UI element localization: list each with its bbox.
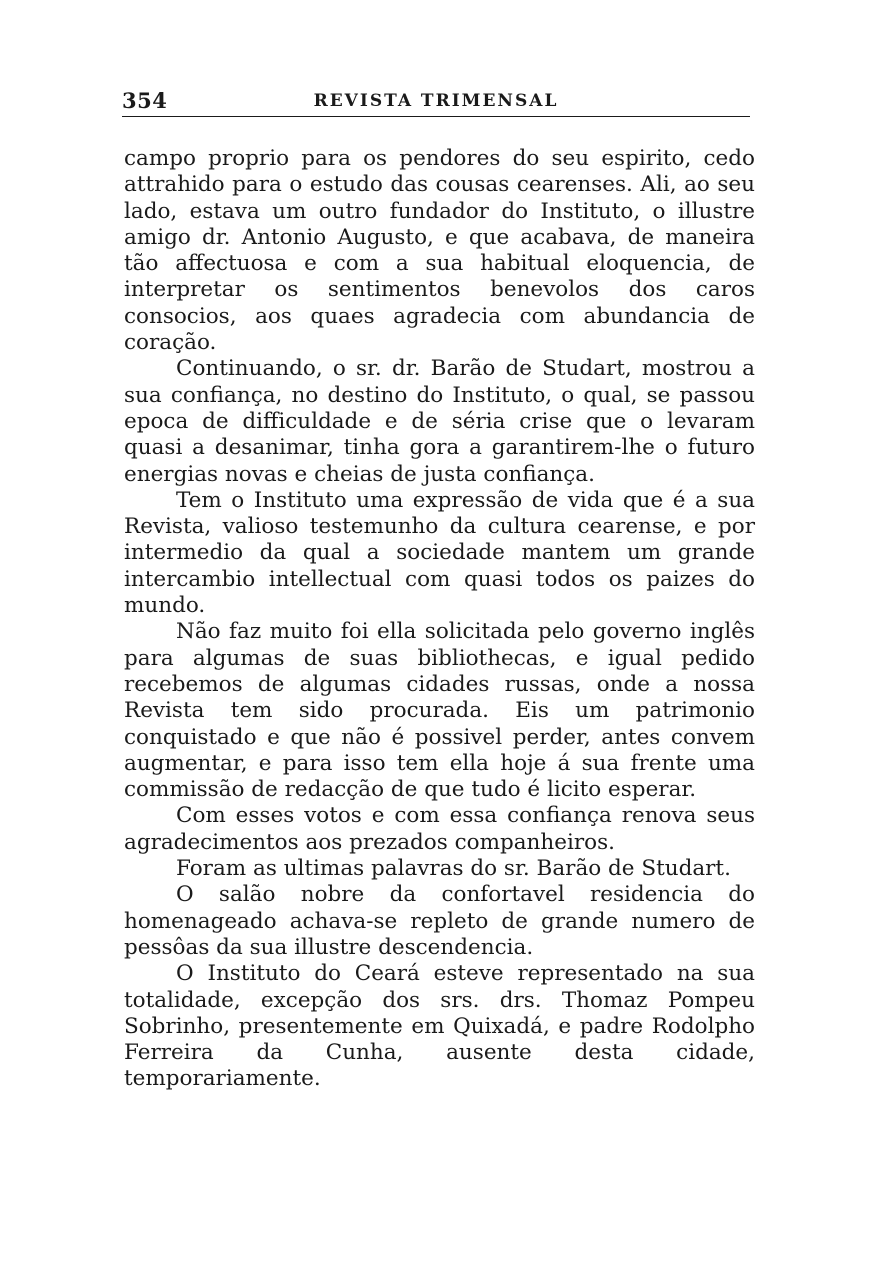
journal-title: REVISTA TRIMENSAL	[313, 91, 559, 111]
paragraph: Continuando, o sr. dr. Barão de Studart, mostrou a sua confiança, no destino do Instituto, o qual, se passou epoca de difficuldade e de séria crise que o levaram quasi a desanimar, tinha gora a garantirem-lhe o futuro energias novas e cheias de justa confiança.	[124, 356, 755, 487]
paragraph: O Instituto do Ceará esteve representado na sua totalidade, excepção dos srs. drs. Thomaz Pompeu Sobrinho, presentemente em Quixadá, e padre Rodolpho Ferreira da Cunha, ausente desta cidade, temporariamente.	[124, 961, 755, 1092]
running-header	[122, 88, 750, 117]
body-text	[124, 146, 755, 1093]
paragraph: Com esses votos e com essa confiança renova seus agradecimentos aos prezados companheiros.	[124, 803, 755, 855]
paragraph: Não faz muito foi ella solicitada pelo governo inglês para algumas de suas bibliothecas, e igual pedido recebemos de algumas cidades russas, onde a nossa Revista tem sido procurada. Eis um patrimonio conquistado e que não é possivel perder, antes convem augmentar, e para isso tem ella hoje á sua frente uma commissão de redacção de que tudo é licito esperar.	[124, 619, 755, 803]
paragraph: O salão nobre da confortavel residencia do homenageado achava-se repleto de grande numero de pessôas da sua illustre descendencia.	[124, 882, 755, 960]
paragraph: Foram as ultimas palavras do sr. Barão de Studart.	[176, 856, 731, 882]
page-number: 354	[122, 88, 168, 113]
paragraph-continuation: campo proprio para os pendores do seu espirito, cedo attrahido para o estudo das cousas cearenses. Ali, ao seu lado, estava um outro fundador do Instituto, o illustre amigo dr. Antonio Augusto, e que acabava, de maneira tão affectuosa e com a sua habitual eloquencia, de interpretar os sentimentos benevolos dos caros consocios, aos quaes agradecia com abundancia de coração.	[124, 146, 755, 356]
paragraph: Tem o Instituto uma expressão de vida que é a sua Revista, valioso testemunho da cultura cearense, e por intermedio da qual a sociedade mantem um grande intercambio intellectual com quasi todos os paizes do mundo.	[124, 487, 755, 619]
